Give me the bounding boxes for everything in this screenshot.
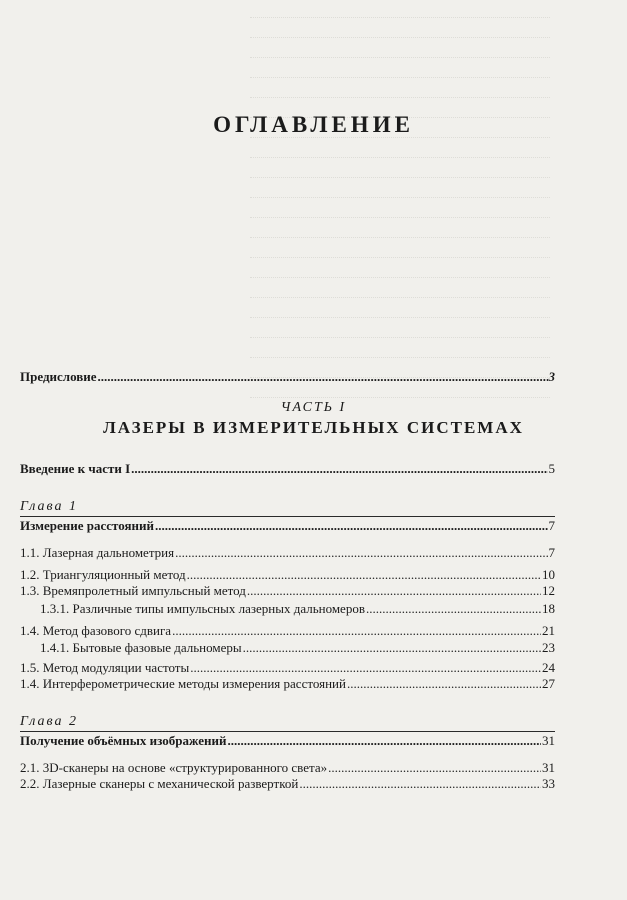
toc-leader: [155, 518, 547, 534]
toc-entry-page: 7: [548, 518, 555, 533]
toc-entry-label: 1.4. Интерферометрические методы измерения расстояний: [20, 676, 346, 691]
toc-entry-page: 33: [542, 776, 555, 791]
toc-entry-page: 31: [542, 760, 555, 775]
toc-entry-label: Предисловие: [20, 369, 97, 384]
toc-entry-label: 2.1. 3D-сканеры на основе «структурированного света»: [20, 760, 328, 775]
toc-leader: [366, 601, 541, 617]
toc-leader: [175, 545, 547, 561]
toc-entry-label: Измерение расстояний: [20, 518, 155, 533]
toc-entry: [40, 601, 555, 617]
page-title: ОГЛАВЛЕНИЕ: [213, 112, 414, 137]
toc-entry-page: 31: [542, 733, 555, 748]
toc-entry-label: 1.4. Метод фазового сдвига: [20, 623, 172, 638]
toc-leader: [98, 369, 548, 385]
toc-entry: [40, 640, 555, 656]
toc-leader: [190, 660, 541, 676]
toc-entry-label: 2.2. Лазерные сканеры с механической разверткой: [20, 776, 299, 791]
toc-entry-page: 5: [548, 461, 555, 476]
chapter-1-title: [20, 518, 555, 534]
toc-entry-label: 1.3. Времяпролетный импульсный метод: [20, 583, 246, 598]
toc-entry-page: 21: [542, 623, 555, 638]
toc-entry-page: 24: [542, 660, 555, 675]
toc-entry: [20, 567, 555, 583]
toc-leader: [328, 760, 541, 776]
chapter-2-rule: [20, 731, 555, 732]
toc-leader: [243, 640, 541, 656]
toc-entry-label: Введение к части I: [20, 461, 131, 476]
part-title: ЛАЗЕРЫ В ИЗМЕРИТЕЛЬНЫХ СИСТЕМАХ: [103, 418, 524, 437]
toc-entry-intro: [20, 461, 555, 477]
toc-entry-label: 1.4.1. Бытовые фазовые дальномеры: [40, 640, 242, 655]
toc-leader: [187, 567, 541, 583]
toc-entry-page: 27: [542, 676, 555, 691]
toc-entry: [20, 760, 555, 776]
toc-entry-label: 1.3.1. Различные типы импульсных лазерных дальномеров: [40, 601, 365, 616]
toc-leader: [347, 676, 541, 692]
chapter-1-label: Глава 1: [20, 499, 78, 514]
toc-entry: [20, 676, 555, 692]
toc-entry-page: 23: [542, 640, 555, 655]
toc-entry: [20, 660, 555, 676]
toc-entry-page: 10: [542, 567, 555, 582]
chapter-2-label: Глава 2: [20, 714, 78, 729]
toc-entry: [20, 545, 555, 561]
toc-entry-page: 12: [542, 583, 555, 598]
chapter-2-title: [20, 733, 555, 749]
toc-entry: [20, 583, 555, 599]
toc-entry-label: 1.5. Метод модуляции частоты: [20, 660, 190, 675]
toc-leader: [227, 733, 541, 749]
toc-leader: [172, 623, 541, 639]
toc-entry-label: 1.1. Лазерная дальнометрия: [20, 545, 175, 560]
toc-entry-page: 3: [548, 369, 555, 384]
toc-leader: [247, 583, 541, 599]
toc-entry: [20, 623, 555, 639]
toc-entry-preface: [20, 369, 555, 385]
toc-leader: [131, 461, 547, 477]
toc-entry-page: 18: [542, 601, 555, 616]
toc-entry-page: 7: [548, 545, 555, 560]
part-label: ЧАСТЬ I: [280, 400, 347, 415]
toc-entry-label: Получение объёмных изображений: [20, 733, 227, 748]
show-through-background: [250, 0, 550, 400]
toc-entry: [20, 776, 555, 792]
chapter-1-rule: [20, 516, 555, 517]
toc-entry-label: 1.2. Триангуляционный метод: [20, 567, 186, 582]
toc-leader: [299, 776, 541, 792]
